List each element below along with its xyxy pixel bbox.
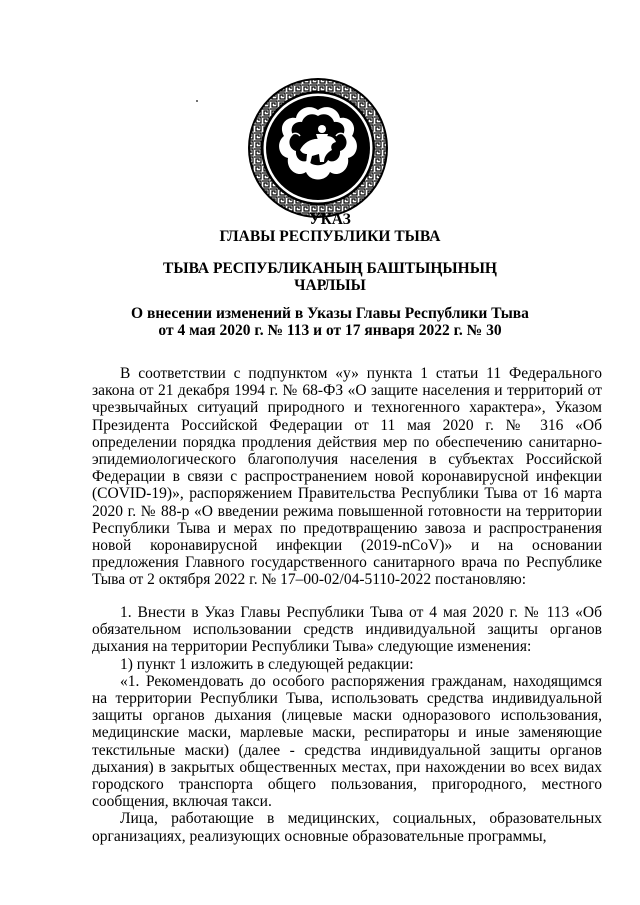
decree-title-tuvan bbox=[60, 260, 600, 294]
decree-title-tuvan-line-2: ЧАРЛЫЫ bbox=[294, 277, 366, 294]
scan-speck bbox=[196, 100, 198, 102]
tuva-coat-of-arms-icon bbox=[246, 76, 390, 220]
preamble-paragraph: В соответствии с подпунктом «у» пункта 1 статьи 11 Федерального закона от 21 декабря 1994 г. № 68-ФЗ «О защите населения и территорий от чрезвычайных ситуаций природного и техногенного характера», Указом Президента Российской Федерации от 11 мая 2020 г. № 316 «Об определении порядка продления действия мер по обеспечению санитарно-эпидемиологического благополучия населения в субъектах Российской Федерации в связи с распространением новой коронавирусной инфекции (COVID-19)», распоряжением Правительства Республики Тыва от 16 марта 2020 г. № 88-р «О введении режима повышенной готовности на территории Республики Тыва и мерах по предотвращению завоза и распространения новой коронавирусной инфекции (2019-nCoV)» и на основании предложения Главного государственного санитарного врача по Республике Тыва от 2 октября 2022 г. № 17–00-02/04-5110-2022 постановляю: bbox=[92, 365, 602, 589]
decree-title bbox=[60, 211, 600, 245]
article-1-quote-paragraph-1: «1. Рекомендовать до особого распоряжения гражданам, находящимся на территории Республики Тыва, использовать средства индивидуальной защиты органов дыхания (лицевые маски одноразового использования, медицинские маски, марлевые маски, респираторы и иные заменяющие текстильные маски) (далее - средства индивидуальной защиты органов дыхания) в закрытых общественных местах, при нахождении во всех видах городского транспорта общего пользования, пригородного, местного сообщения, включая такси. bbox=[92, 672, 602, 811]
preamble-block bbox=[92, 365, 602, 589]
article-1-quote-paragraph-2: Лица, работающие в медицинских, социальных, образовательных организациях, реализующих основные образовательные программы, bbox=[92, 810, 602, 845]
decree-title-line-1: УКАЗ bbox=[309, 211, 351, 228]
decree-subject-line-2: от 4 мая 2020 г. № 113 и от 17 января 2022 г. № 30 bbox=[158, 322, 502, 339]
articles-block bbox=[92, 604, 602, 845]
decree-title-tuvan-line-1: ТЫВА РЕСПУБЛИКАНЫҢ БАШТЫҢЫНЫҢ bbox=[163, 260, 497, 277]
decree-subject bbox=[60, 305, 600, 339]
article-1-subitem-1: 1) пункт 1 изложить в следующей редакции: bbox=[120, 655, 414, 673]
decree-title-line-2: ГЛАВЫ РЕСПУБЛИКИ ТЫВА bbox=[219, 228, 441, 245]
decree-subject-line-1: О внесении изменений в Указы Главы Республики Тыва bbox=[131, 305, 529, 322]
article-1-paragraph: 1. Внести в Указ Главы Республики Тыва от 4 мая 2020 г. № 113 «Об обязательном использовании средств индивидуальной защиты органов дыхания на территории Республики Тыва» следующие изменения: bbox=[92, 604, 602, 656]
